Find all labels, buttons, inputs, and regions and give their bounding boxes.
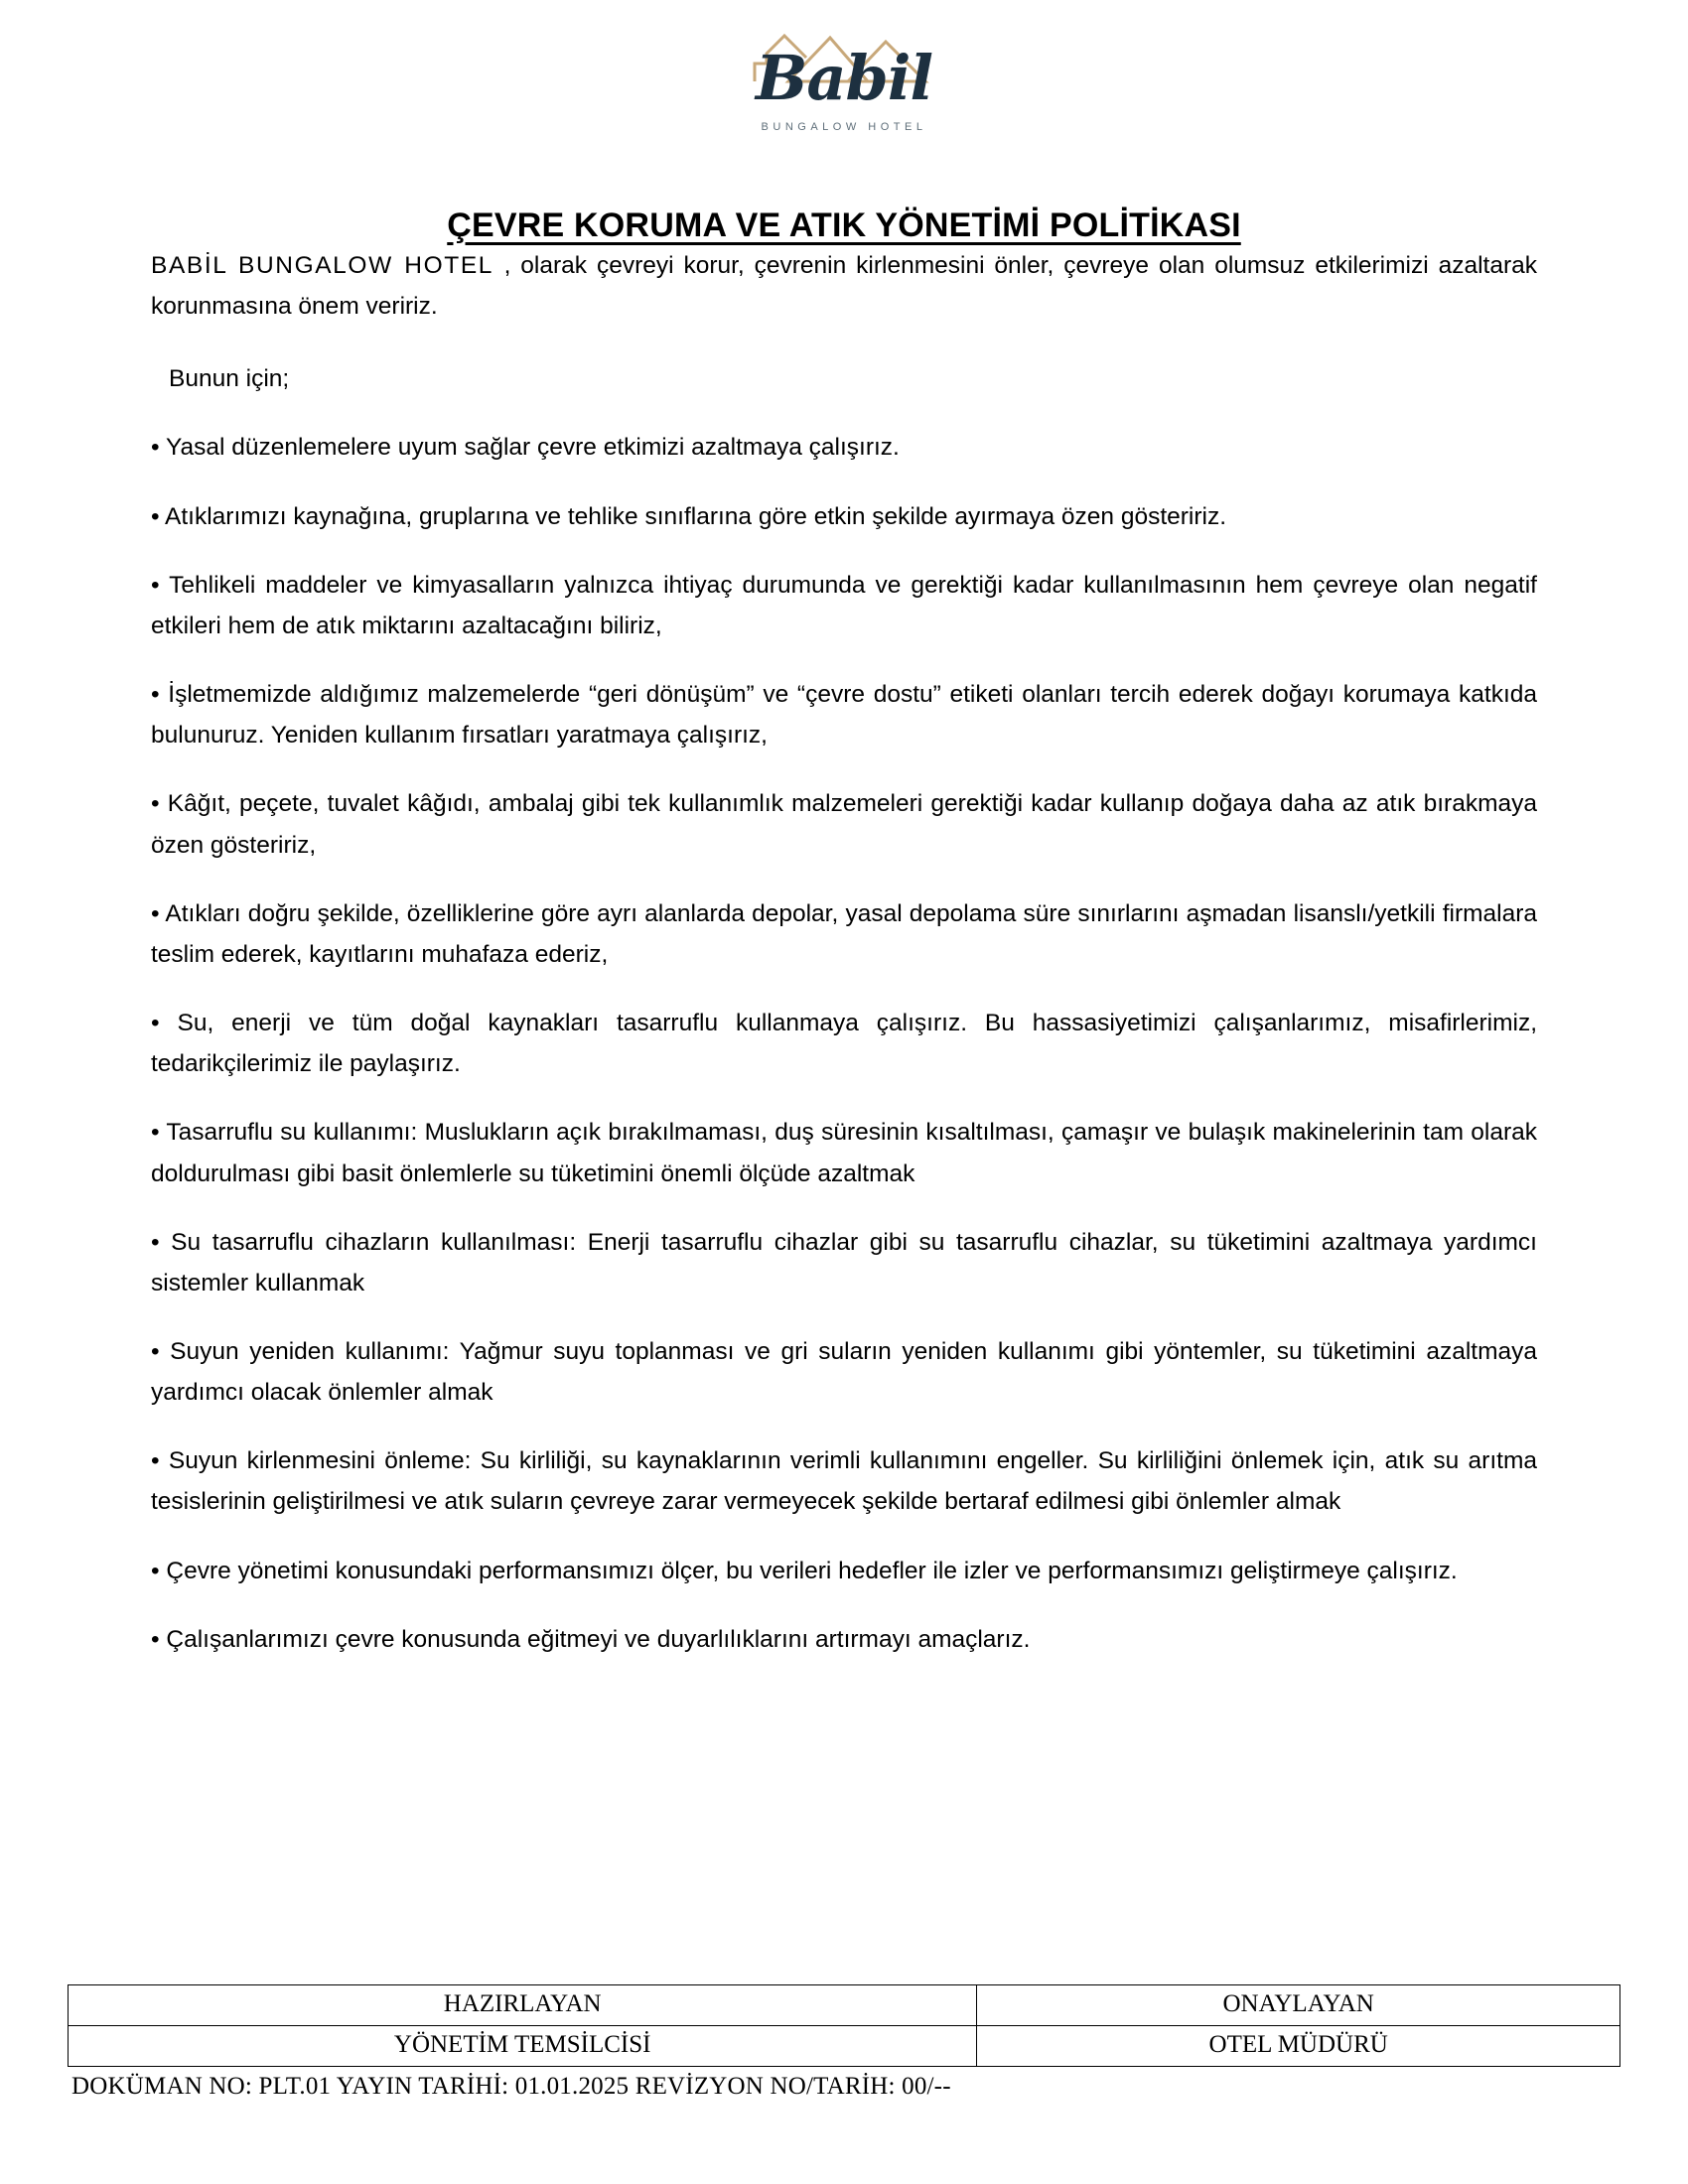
document-footer xyxy=(0,1984,1688,2184)
table-row xyxy=(69,2026,1620,2067)
bullet-text: • Çevre yönetimi konusundaki performansımızı ölçer, bu verileri hedefler ile izler ve performansımızı geliştirmeye çalışırız. xyxy=(151,1557,1458,1584)
list-item xyxy=(151,1619,1537,1660)
bullet-text: • Kâğıt, peçete, tuvalet kâğıdı, ambalaj gibi tek kullanımlık malzemeleri gerektiği kadar kullanıp doğaya daha az atık bırakmaya özen gösteririz, xyxy=(151,790,1537,859)
bullet-text: • Yasal düzenlemelere uyum sağlar çevre etkimizi azaltmaya çalışırız. xyxy=(151,434,900,462)
bullet-text: • Çalışanlarımızı çevre konusunda eğitmeyi ve duyarlılıklarını artırmayı amaçlarız. xyxy=(151,1625,1031,1653)
bullet-text: • Atıklarımızı kaynağına, gruplarına ve tehlike sınıflarına göre etkin şekilde ayırmaya özen gösteririz. xyxy=(151,502,1227,530)
bullet-text: • Su tasarruflu cihazların kullanılması: Enerji tasarruflu cihazlar gibi su tasarruflu cihazlar, su tüketimini azaltmaya yardımcı sistemler kullanmak xyxy=(151,1228,1537,1297)
list-item xyxy=(151,783,1537,865)
bullet-text: • İşletmemizde aldığımız malzemelerde “geri dönüşüm” ve “çevre dostu” etiketi olanları tercih ederek doğayı korumaya katkıda bulunuruz. Yeniden kullanım fırsatları yaratmaya çalışırız, xyxy=(151,681,1537,750)
table-header-onaylayan: ONAYLAYAN xyxy=(977,1985,1620,2026)
bullet-text: • Atıkları doğru şekilde, özelliklerine göre ayrı alanlarda depolar, yasal depolama süre sınırlarını aşmadan lisanslı/yetkili firmalara teslim ederek, kayıtlarını muhafaza ederiz, xyxy=(151,899,1537,968)
intro-paragraph xyxy=(151,245,1537,327)
logo-wordmark: Babil xyxy=(755,42,933,114)
table-header-hazirlayan: HAZIRLAYAN xyxy=(69,1985,977,2026)
page-title: ÇEVRE KORUMA VE ATIK YÖNETİMİ POLİTİKASI xyxy=(447,206,1241,244)
list-item xyxy=(151,893,1537,975)
list-item xyxy=(151,1551,1537,1591)
list-item xyxy=(151,496,1537,537)
bullet-text: • Su, enerji ve tüm doğal kaynakları tasarruflu kullanmaya çalışırız. Bu hassasiyetimizi çalışanlarımız, misafirlerimiz, tedarikçilerimiz ile paylaşırız. xyxy=(151,1010,1537,1078)
list-item xyxy=(151,1222,1537,1303)
logo-header xyxy=(0,0,1688,139)
bullet-text: • Tehlikeli maddeler ve kimyasalların yalnızca ihtiyaç durumunda ve gerektiği kadar kullanılmasının hem çevreye olan negatif etkileri hem de atık miktarını azaltacağını biliriz, xyxy=(151,571,1537,639)
bullet-text: • Tasarruflu su kullanımı: Muslukların açık bırakılmaması, duş süresinin kısaltılması, çamaşır ve bulaşık makinelerinin tam olarak doldurulması gibi basit önlemlerle su tüketimini önemli ölçüde azaltmak xyxy=(151,1119,1537,1187)
brand-logo xyxy=(695,30,993,149)
table-row xyxy=(69,1985,1620,2026)
document-body xyxy=(0,245,1688,1660)
policy-bullet-list xyxy=(151,427,1537,1659)
logo-subtitle: BUNGALOW HOTEL xyxy=(761,121,927,133)
sub-lead-text: Bunun için; xyxy=(169,365,290,393)
signature-table xyxy=(68,1984,1620,2067)
intro-company-name: BABİL BUNGALOW HOTEL xyxy=(151,252,504,279)
list-item xyxy=(151,1003,1537,1084)
list-item xyxy=(151,1440,1537,1522)
list-item xyxy=(151,1112,1537,1193)
intro-text: , olarak çevreyi korur, çevrenin kirlenmesini önler, çevreye olan olumsuz etkilerimizi azaltarak korunmasına önem veririz. xyxy=(151,252,1537,321)
table-cell-yonetim-temsilcisi: YÖNETİM TEMSİLCİSİ xyxy=(69,2026,977,2067)
list-item xyxy=(151,674,1537,755)
bullet-text: • Suyun kirlenmesini önleme: Su kirliliği, su kaynaklarının verimli kullanımını engeller. Su kirliliğini önlemek için, atık su arıtma tesislerinin geliştirilmesi ve atık suların çevreye zarar vermeyecek şekilde bertaraf edilmesi gibi önlemler almak xyxy=(151,1447,1537,1516)
bullet-text: • Suyun yeniden kullanımı: Yağmur suyu toplanması ve gri suların yeniden kullanımı gibi yöntemler, su tüketimini azaltmaya yardımcı olacak önlemler almak xyxy=(151,1337,1537,1407)
table-cell-otel-muduru: OTEL MÜDÜRÜ xyxy=(977,2026,1620,2067)
list-item xyxy=(151,427,1537,468)
document-metadata-line: DOKÜMAN NO: PLT.01 YAYIN TARİHİ: 01.01.2025 REVİZYON NO/TARİH: 00/-- xyxy=(71,2073,951,2100)
list-item xyxy=(151,1331,1537,1413)
list-item xyxy=(151,565,1537,646)
